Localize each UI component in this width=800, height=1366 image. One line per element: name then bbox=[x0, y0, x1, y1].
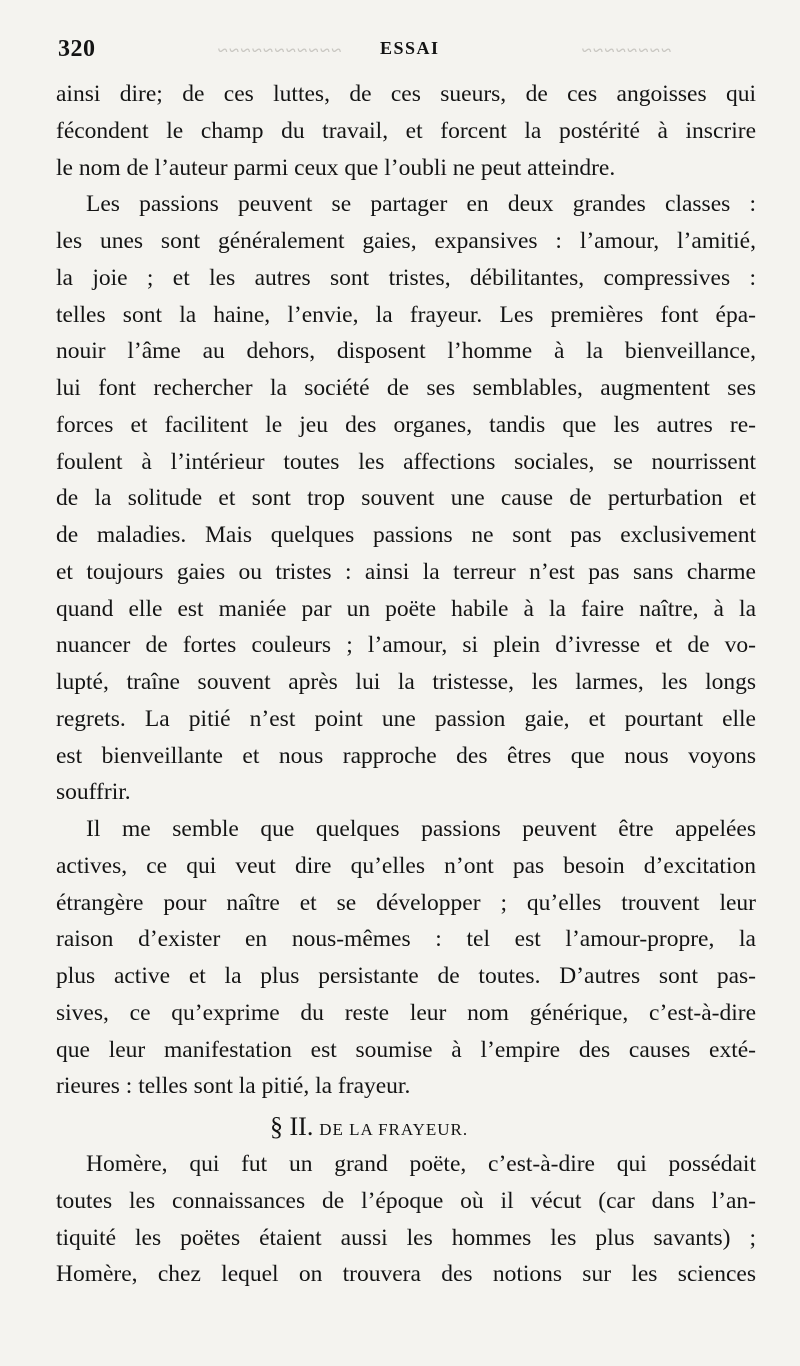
text-line: nouir l’âme au dehors, disposent l’homme à la bienveillance, bbox=[56, 338, 756, 365]
text-line: rieures : telles sont la pitié, la frayeur. bbox=[56, 1073, 411, 1100]
text-line: de maladies. Mais quelques passions ne sont pas exclusivement bbox=[56, 522, 756, 548]
text-line: fécondent le champ du travail, et forcent la postérité à inscrire bbox=[56, 117, 756, 144]
text-line: souffrir. bbox=[56, 779, 131, 806]
text-line: sives, ce qu’exprime du reste leur nom générique, c’est-à-dire bbox=[56, 999, 756, 1026]
page-number: 320 bbox=[58, 36, 96, 62]
section-title: DE LA FRAYEUR. bbox=[319, 1120, 469, 1139]
text-line: toutes les connaissances de l’époque où il vécut (car dans l’an- bbox=[56, 1187, 756, 1214]
text-line: Les passions peuvent se partager en deux grandes classes : bbox=[86, 191, 756, 218]
text-line: les unes sont généralement gaies, expansives : l’amour, l’amitié, bbox=[56, 228, 756, 254]
text-line: ainsi dire; de ces luttes, de ces sueurs, de ces angoisses qui bbox=[56, 81, 756, 107]
text-line: plus active et la plus persistante de toutes. D’autres sont pas- bbox=[56, 963, 756, 989]
text-line: actives, ce qui veut dire qu’elles n’ont pas besoin d’excitation bbox=[56, 852, 756, 879]
show-through-mark: ~~~~~~~~ bbox=[580, 40, 671, 60]
text-line: regrets. La pitié n’est point une passion gaie, et pourtant elle bbox=[56, 705, 756, 732]
text-line: tiquité les poëtes étaient aussi les hommes les plus savants) ; bbox=[56, 1224, 756, 1251]
running-head: ESSAI bbox=[380, 38, 440, 58]
text-line: Homère, qui fut un grand poëte, c’est-à-dire qui possédait bbox=[86, 1151, 756, 1177]
text-line: et toujours gaies ou tristes : ainsi la terreur n’est pas sans charme bbox=[56, 558, 756, 585]
text-line: étrangère pour naître et se développer ; qu’elles trouvent leur bbox=[56, 889, 756, 916]
text-line: forces et facilitent le jeu des organes, tandis que les autres re- bbox=[56, 411, 756, 438]
text-line: la joie ; et les autres sont tristes, débilitantes, compressives : bbox=[56, 264, 756, 291]
text-line: Homère, chez lequel on trouvera des notions sur les sciences bbox=[56, 1261, 756, 1288]
body-text bbox=[56, 76, 756, 1293]
text-line: lupté, traîne souvent après lui la tristesse, les larmes, les longs bbox=[56, 669, 756, 695]
text-line: Il me semble que quelques passions peuvent être appelées bbox=[86, 816, 756, 842]
text-line: raison d’exister en nous-mêmes : tel est l’amour-propre, la bbox=[56, 926, 756, 953]
section-number: § II. bbox=[270, 1112, 314, 1141]
text-line: que leur manifestation est soumise à l’empire des causes exté- bbox=[56, 1036, 756, 1063]
section-heading bbox=[56, 1105, 756, 1146]
text-line: le nom de l’auteur parmi ceux que l’oubli ne peut atteindre. bbox=[56, 154, 616, 181]
text-line: quand elle est maniée par un poëte habile à la faire naître, à la bbox=[56, 595, 756, 622]
text-line: nuancer de fortes couleurs ; l’amour, si plein d’ivresse et de vo- bbox=[56, 632, 756, 659]
text-line: telles sont la haine, l’envie, la frayeur. Les premières font épa- bbox=[56, 301, 756, 328]
text-line: foulent à l’intérieur toutes les affections sociales, se nourrissent bbox=[56, 448, 756, 475]
text-line: de la solitude et sont trop souvent une cause de perturbation et bbox=[56, 485, 756, 512]
text-line: lui font rechercher la société de ses semblables, augmentent ses bbox=[56, 375, 756, 401]
show-through-mark: ~~~~~~~~~~~ bbox=[216, 40, 341, 60]
text-line: est bienveillante et nous rapproche des êtres que nous voyons bbox=[56, 742, 756, 769]
page-header bbox=[56, 36, 756, 68]
